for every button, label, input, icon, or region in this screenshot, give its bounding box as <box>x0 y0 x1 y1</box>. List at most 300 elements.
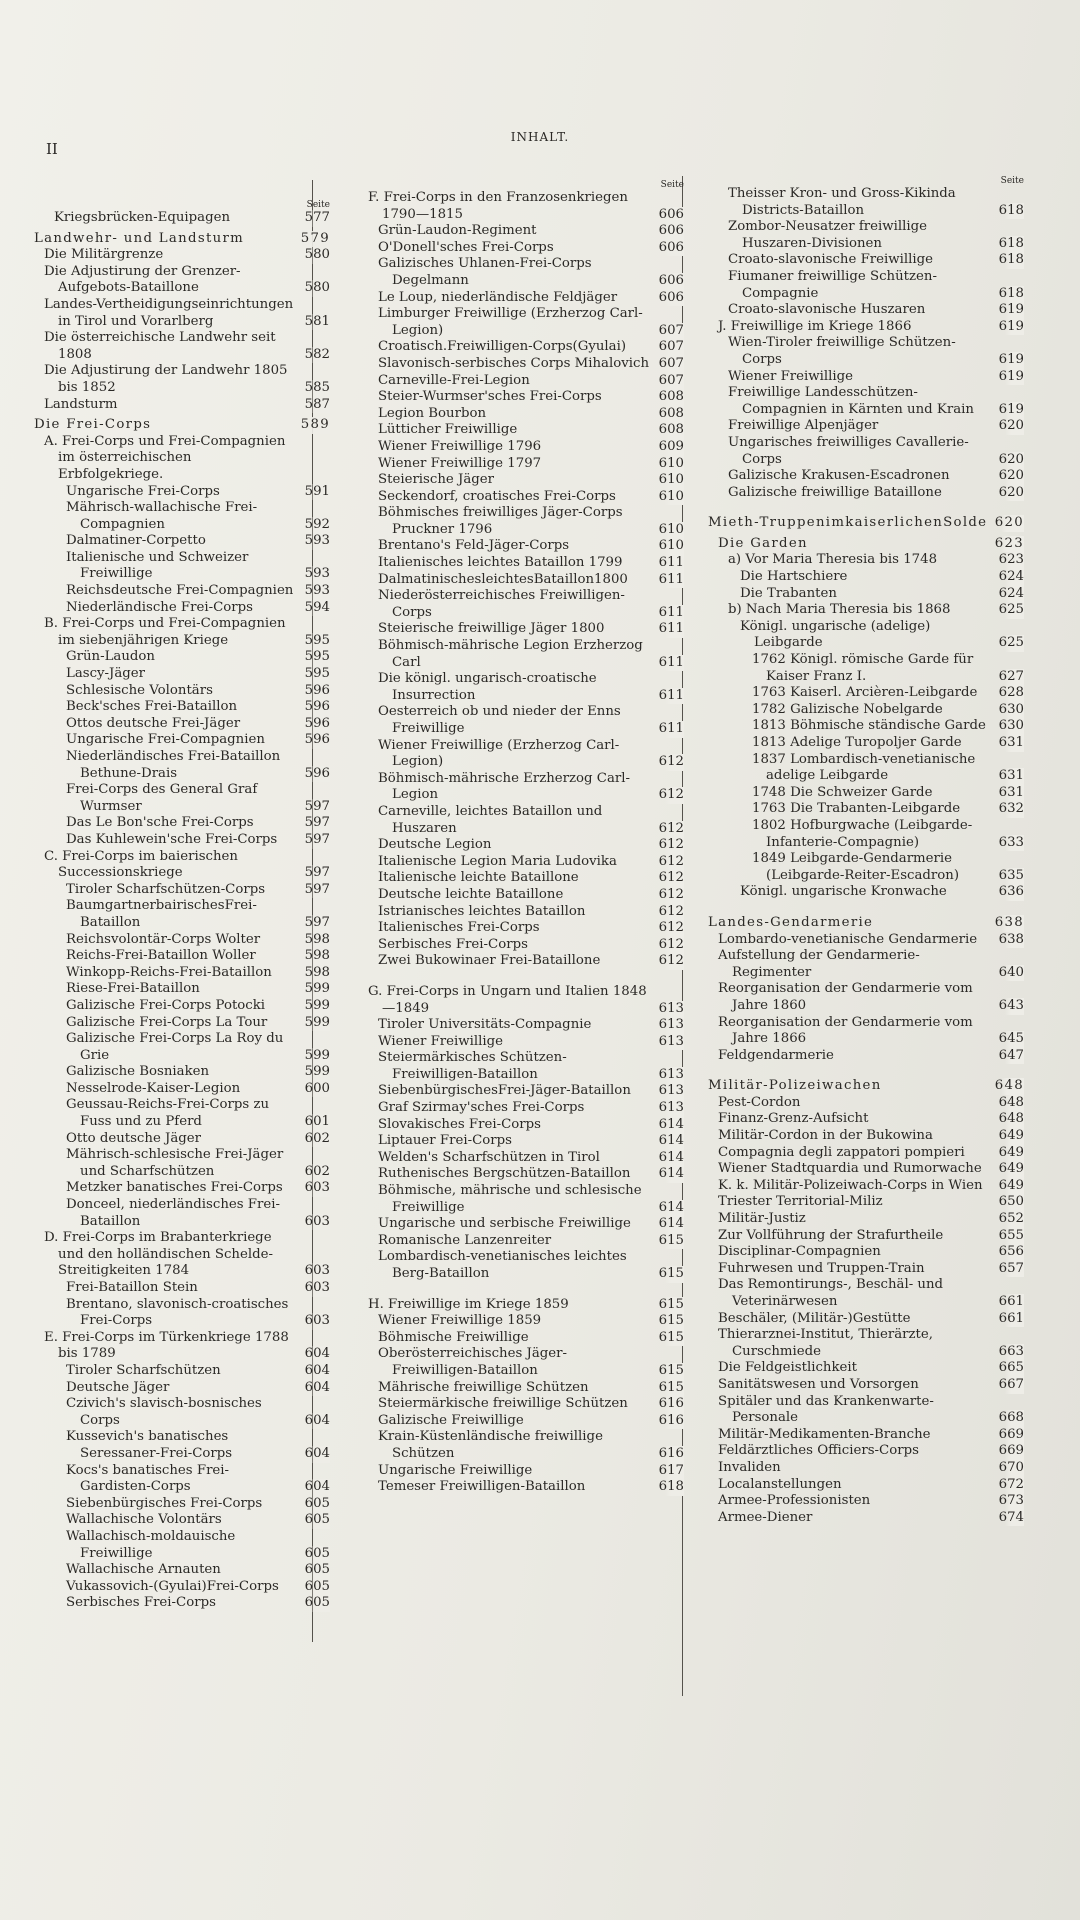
toc-entry-title: Le Loup, niederländische Feldjäger <box>378 289 618 305</box>
toc-entry-title: Serbisches Frei-Corps <box>378 936 528 952</box>
toc-entry-title: Kussevich's banatisches Seressaner-Frei-Corps <box>66 1429 233 1461</box>
toc-entry-page: 620 <box>994 515 1024 531</box>
toc-entry <box>362 904 684 921</box>
toc-entry-page: 625 <box>998 635 1024 651</box>
toc-entry-page: 614 <box>658 1149 684 1165</box>
toc-entry <box>28 1147 330 1180</box>
toc-entry <box>702 785 1024 802</box>
toc-entry <box>702 1048 1024 1065</box>
toc-entry-title: Landwehr- und Landsturm <box>34 230 245 246</box>
toc-entry-page: 615 <box>658 1232 684 1248</box>
toc-entry-page: 595 <box>304 666 330 682</box>
toc-entry-page: 603 <box>304 1213 330 1229</box>
toc-entry-title: Böhmische Freiwillige <box>378 1329 529 1345</box>
toc-entry <box>702 1394 1024 1427</box>
toc-entry <box>362 1330 684 1347</box>
toc-entry-page: 649 <box>998 1144 1024 1160</box>
toc-entry-title: E. Frei-Corps im Türkenkriege 1788 bis 1789 <box>44 1329 289 1362</box>
toc-entry-page: 643 <box>998 997 1024 1013</box>
toc-entry <box>702 468 1024 485</box>
toc-entry-title: 1782 Galizische Nobelgarde <box>752 701 943 717</box>
toc-entry-page: 608 <box>658 405 684 421</box>
toc-entry <box>28 1562 330 1579</box>
toc-entry-title: Die Adjustirung der Landwehr 1805 bis 1852 <box>44 363 288 395</box>
toc-entry-page: 611 <box>658 571 684 587</box>
toc-entry-title: Ungarisches freiwilliges Cavallerie-Corps <box>728 434 969 467</box>
toc-entry-page: 612 <box>658 886 684 902</box>
toc-entry-page: 612 <box>658 870 684 886</box>
toc-entry-page: 669 <box>998 1426 1024 1442</box>
toc-entry-title: Thierarznei-Institut, Thierärzte, Curschmiede <box>718 1327 933 1359</box>
toc-entry-title: Wiener Freiwillige 1796 <box>378 438 542 454</box>
toc-entry-page: 593 <box>304 533 330 549</box>
toc-entry-page: 649 <box>998 1177 1024 1193</box>
toc-entry-title: Wiener Freiwillige 1797 <box>378 455 542 471</box>
toc-entry <box>362 1396 684 1413</box>
toc-entry-title: Graf Szirmay'sches Frei-Corps <box>378 1100 585 1116</box>
toc-entry-title: Feldgendarmerie <box>718 1047 834 1063</box>
toc-entry <box>28 1529 330 1562</box>
toc-entry <box>702 602 1024 619</box>
toc-entry-title: Kocs's banatisches Frei-Gardisten-Corps <box>66 1462 230 1495</box>
toc-entry <box>702 752 1024 785</box>
toc-entry-page: 615 <box>658 1313 684 1329</box>
toc-entry-title: Steiermärkische freiwillige Schützen <box>378 1396 628 1412</box>
toc-entry <box>702 1460 1024 1477</box>
toc-entry <box>702 884 1024 901</box>
toc-entry-title: Invaliden <box>718 1459 781 1475</box>
toc-entry-page: 604 <box>304 1412 330 1428</box>
toc-entry-page: 661 <box>998 1294 1024 1309</box>
toc-entry-title: Triester Territorial-Miliz <box>718 1194 883 1210</box>
toc-entry-page: 603 <box>304 1263 330 1279</box>
toc-entry-page: 624 <box>998 585 1024 601</box>
toc-entry-page: 597 <box>304 798 330 814</box>
toc-entry <box>362 240 684 257</box>
toc-entry <box>702 735 1024 752</box>
toc-entry <box>28 649 330 666</box>
toc-entry <box>702 252 1024 269</box>
toc-entry <box>702 818 1024 851</box>
toc-entry-page: 592 <box>304 516 330 532</box>
toc-entry-title: Fiumaner freiwillige Schützen-Compagnie <box>728 268 937 301</box>
toc-entry-page: 648 <box>994 1078 1024 1094</box>
toc-entry-title: Die Frei-Corps <box>34 417 152 433</box>
toc-entry <box>362 538 684 555</box>
toc-entry-page: 612 <box>658 936 684 952</box>
toc-entry-page: 596 <box>304 732 330 748</box>
toc-entry-title: Liptauer Frei-Corps <box>378 1133 512 1149</box>
toc-entry <box>702 1015 1024 1048</box>
toc-entry-title: Pest-Cordon <box>718 1094 801 1110</box>
toc-entry-title: BaumgartnerbairischesFrei-Bataillon <box>66 898 257 930</box>
toc-entry-page: 605 <box>304 1578 330 1594</box>
toc-entry-title: Reorganisation der Gendarmerie vom Jahre 1866 <box>718 1014 973 1047</box>
toc-entry-page: 610 <box>658 455 684 471</box>
toc-entry-page: 618 <box>998 285 1024 301</box>
toc-entry-title: Wiener Freiwillige <box>728 368 854 384</box>
toc-entry-title: DalmatinischesleichtesBataillon1800 <box>378 571 628 587</box>
toc-entry <box>28 1180 330 1197</box>
toc-entry <box>702 619 1024 652</box>
toc-entry-title: Slovakisches Frei-Corps <box>378 1116 541 1132</box>
toc-entry-page: 585 <box>304 379 330 395</box>
toc-entry-title: Galizische Frei-Corps Potocki <box>66 997 266 1013</box>
toc-entry-title: b) Nach Maria Theresia bis 1868 <box>728 602 951 618</box>
seite-label: Seite <box>306 200 330 210</box>
toc-entry-page: 582 <box>304 346 330 362</box>
toc-entry-page: 624 <box>998 569 1024 585</box>
toc-entry-title: Galizische Frei-Corps La Roy du Grie <box>66 1031 284 1063</box>
toc-entry-title: Legion Bourbon <box>378 405 487 421</box>
toc-entry <box>28 363 330 396</box>
toc-entry <box>28 782 330 815</box>
toc-entry <box>362 356 684 373</box>
toc-entry-page: 616 <box>658 1396 684 1412</box>
toc-entry-title: Ungarische Frei-Corps <box>66 483 220 499</box>
toc-entry <box>702 1477 1024 1494</box>
toc-entry-title: F. Frei-Corps in den Franzosenkriegen 1790—1815 <box>368 190 628 222</box>
toc-entry-page: 610 <box>658 521 684 537</box>
toc-entry-page: 632 <box>998 801 1024 817</box>
toc-entry-page: 599 <box>304 1064 330 1080</box>
toc-entry-page: 619 <box>998 351 1024 367</box>
toc-entry-title: Mieth-TruppenimkaiserlichenSolde <box>708 515 988 531</box>
toc-entry-title: Theisser Kron- und Gross-Kikinda Districts-Bataillon <box>728 186 956 218</box>
toc-entry-page: 616 <box>658 1412 684 1428</box>
toc-entry-title: Krain-Küstenländische freiwillige Schützen <box>378 1429 603 1461</box>
toc-entry-page: 620 <box>998 484 1024 500</box>
toc-entry-title: Aufstellung der Gendarmerie-Regimenter <box>718 948 920 980</box>
toc-entry-title: Steierische Jäger <box>378 472 494 488</box>
toc-entry-title: Oesterreich ob und nieder der Enns Freiwillige <box>378 704 621 736</box>
toc-entry-title: Sanitätswesen und Vorsorgen <box>718 1376 919 1392</box>
toc-entry-page: 605 <box>304 1512 330 1528</box>
toc-entry <box>362 953 684 970</box>
toc-entry <box>702 1327 1024 1360</box>
toc-entry <box>28 815 330 832</box>
toc-entry-page: 613 <box>658 1033 684 1049</box>
toc-entry <box>702 1194 1024 1211</box>
toc-entry-page: 647 <box>998 1047 1024 1063</box>
toc-entry-page: 605 <box>304 1545 330 1561</box>
toc-entry-page: 611 <box>658 687 684 703</box>
toc-entry <box>28 932 330 949</box>
toc-entry <box>28 832 330 849</box>
toc-entry-page: 611 <box>658 555 684 571</box>
toc-entry-title: Fuhrwesen und Truppen-Train <box>718 1260 925 1276</box>
toc-entry-title: Carneville, leichtes Bataillon und Huszaren <box>378 803 603 836</box>
toc-entry-title: Croato-slavonische Freiwillige <box>728 252 934 268</box>
toc-entry-title: B. Frei-Corps und Frei-Compagnien im siebenjährigen Kriege <box>44 616 286 648</box>
toc-entry-title: Croatisch.Freiwilligen-Corps(Gyulai) <box>378 339 627 355</box>
toc-entry-page: 620 <box>998 418 1024 434</box>
toc-entry-title: Romanische Lanzenreiter <box>378 1232 552 1248</box>
toc-entry <box>362 1429 684 1462</box>
toc-entry-page: 612 <box>658 903 684 919</box>
toc-entry-title: Donceel, niederländisches Frei-Bataillon <box>66 1197 281 1229</box>
toc-entry <box>28 297 330 330</box>
toc-entry <box>702 569 1024 586</box>
toc-entry-title: Italienische und Schweizer Freiwillige <box>66 549 249 582</box>
toc-entry-title: 1813 Böhmische ständische Garde <box>752 718 986 734</box>
toc-entry <box>362 771 684 804</box>
toc-column-1 <box>28 200 330 1612</box>
toc-entry-title: a) Vor Maria Theresia bis 1748 <box>728 552 938 568</box>
toc-entry <box>362 572 684 589</box>
toc-entry-page: 612 <box>658 953 684 969</box>
toc-entry-title: Die Adjustirung der Grenzer-Aufgebots-Bataillone <box>44 263 241 296</box>
toc-entry-title: Oberösterreichisches Jäger-Freiwilligen-Bataillon <box>378 1346 568 1378</box>
toc-entry <box>702 1178 1024 1195</box>
toc-entry <box>362 1233 684 1250</box>
toc-entry <box>28 683 330 700</box>
toc-entry <box>362 389 684 406</box>
toc-entry-title: Tiroler Universitäts-Compagnie <box>378 1017 592 1033</box>
toc-entry-page: 603 <box>304 1280 330 1295</box>
toc-entry <box>362 1249 684 1282</box>
toc-entry-page: 597 <box>304 914 330 930</box>
toc-entry <box>28 1197 330 1230</box>
toc-entry-page: 665 <box>998 1360 1024 1376</box>
toc-entry-page: 625 <box>998 602 1024 618</box>
toc-entry-title: Serbisches Frei-Corps <box>66 1595 216 1611</box>
toc-entry <box>702 186 1024 219</box>
toc-entry-page: 648 <box>998 1111 1024 1127</box>
toc-entry <box>362 1133 684 1150</box>
toc-entry-page: 607 <box>658 339 684 355</box>
toc-entry-title: Italienisches leichtes Bataillon 1799 <box>378 555 623 571</box>
toc-entry-title: Zwei Bukowinaer Frei-Bataillone <box>378 953 601 969</box>
toc-entry-title: Steiermärkisches Schützen-Freiwilligen-Bataillon <box>378 1050 567 1082</box>
toc-entry-page: 605 <box>304 1595 330 1611</box>
toc-entry-page: 606 <box>658 206 684 222</box>
toc-entry-title: K. k. Militär-Polizeiwach-Corps in Wien <box>718 1177 983 1193</box>
toc-entry-title: Beck'sches Frei-Bataillon <box>66 699 238 715</box>
toc-entry-page: 631 <box>998 784 1024 800</box>
toc-entry-page: 650 <box>998 1194 1024 1210</box>
toc-entry <box>702 932 1024 949</box>
toc-entry-page: 612 <box>658 754 684 770</box>
toc-entry <box>702 981 1024 1014</box>
toc-entry <box>362 306 684 339</box>
toc-entry-page: 618 <box>998 202 1024 218</box>
toc-entry-title: Galizische Freiwillige <box>378 1412 524 1428</box>
toc-entry <box>362 621 684 638</box>
toc-entry <box>28 583 330 600</box>
toc-entry-title: 1748 Die Schweizer Garde <box>752 784 933 800</box>
toc-entry-page: 602 <box>304 1130 330 1146</box>
toc-entry-title: Die österreichische Landwehr seit 1808 <box>44 330 276 362</box>
toc-entry-page: 604 <box>304 1346 330 1362</box>
running-header: INHALT. <box>510 130 570 144</box>
toc-entry-title: Mährische freiwillige Schützen <box>378 1379 589 1395</box>
toc-entry-page: 607 <box>658 322 684 338</box>
toc-entry-page: 663 <box>998 1343 1024 1359</box>
toc-entry <box>28 330 330 363</box>
toc-entry <box>362 1479 684 1496</box>
toc-entry-title: Die Feldgeistlichkeit <box>718 1360 857 1376</box>
toc-column-3 <box>702 176 1024 1526</box>
toc-entry-page: 667 <box>998 1376 1024 1392</box>
toc-entry <box>362 638 684 671</box>
toc-entry-page: 620 <box>998 468 1024 484</box>
toc-entry-page: 618 <box>998 235 1024 251</box>
toc-entry-page: 628 <box>998 685 1024 701</box>
toc-entry-page: 580 <box>304 247 330 263</box>
toc-entry <box>28 749 330 782</box>
toc-entry-title: Galizische freiwillige Bataillone <box>728 484 942 500</box>
toc-entry-page: 615 <box>658 1329 684 1345</box>
toc-entry-title: Die Trabanten <box>740 585 837 601</box>
toc-entry <box>362 937 684 954</box>
toc-entry <box>362 472 684 489</box>
toc-entry-page: 630 <box>998 718 1024 734</box>
toc-entry-page: 638 <box>994 914 1024 930</box>
toc-entry-title: Metzker banatisches Frei-Corps <box>66 1180 283 1196</box>
toc-entry-title: Kriegsbrücken-Equipagen <box>54 210 231 225</box>
toc-entry <box>702 385 1024 418</box>
toc-section-heading <box>702 915 1024 932</box>
toc-entry-page: 596 <box>304 699 330 715</box>
toc-entry-page: 614 <box>658 1133 684 1149</box>
toc-entry-page: 612 <box>658 853 684 869</box>
toc-entry <box>362 1413 684 1430</box>
toc-entry-page: 674 <box>998 1509 1024 1525</box>
toc-entry <box>28 898 330 931</box>
toc-entry-title: Böhmisch-mährische Erzherzog Carl-Legion <box>378 770 630 803</box>
toc-entry <box>702 319 1024 336</box>
toc-entry-page: 627 <box>998 668 1024 684</box>
toc-entry-title: Böhmisches freiwilliges Jäger-Corps Pruckner 1796 <box>378 505 623 537</box>
toc-entry-page: 611 <box>658 621 684 637</box>
toc-entry-title: Nesselrode-Kaiser-Legion <box>66 1080 241 1096</box>
toc-entry-title: Die Militärgrenze <box>44 247 164 263</box>
toc-entry <box>28 699 330 716</box>
toc-entry <box>702 1228 1024 1245</box>
toc-entry-title: Militär-Polizeiwachen <box>708 1078 882 1094</box>
toc-entry <box>362 256 684 289</box>
toc-entry-title: C. Frei-Corps im baierischen Successionskriege <box>44 848 238 881</box>
toc-entry-title: Feldärztliches Officiers-Corps <box>718 1443 919 1459</box>
toc-entry-page: 612 <box>658 787 684 803</box>
toc-entry <box>28 716 330 733</box>
toc-entry-title: Czivich's slavisch-bosnisches Corps <box>66 1396 262 1428</box>
toc-entry <box>702 801 1024 818</box>
toc-entry-title: Landes-Gendarmerie <box>708 914 874 930</box>
toc-entry-page: 596 <box>304 682 330 698</box>
toc-entry-page: 619 <box>998 401 1024 417</box>
toc-entry-page: 606 <box>658 223 684 239</box>
toc-entry-page: 614 <box>658 1166 684 1182</box>
toc-entry-page: 613 <box>658 1017 684 1033</box>
toc-entry-page: 596 <box>304 765 330 781</box>
toc-entry-title: 1802 Hofburgwache (Leibgarde-Infanterie-Compagnie) <box>752 817 973 850</box>
toc-entry-title: Galizische Bosniaken <box>66 1064 210 1080</box>
toc-entry-page: 606 <box>658 272 684 288</box>
toc-entry-title: O'Donell'sches Frei-Corps <box>378 239 554 255</box>
toc-entry-title: Galizische Krakusen-Escadronen <box>728 468 950 484</box>
toc-entry-title: Localanstellungen <box>718 1476 842 1492</box>
toc-entry-page: 635 <box>998 867 1024 883</box>
toc-entry-title: 1837 Lombardisch-venetianische adelige Leibgarde <box>752 751 976 784</box>
toc-entry-title: Disciplinar-Compagnien <box>718 1244 881 1260</box>
toc-entry <box>28 1031 330 1064</box>
toc-entry-title: Landes-Vertheidigungseinrichtungen in Tirol und Vorarlberg <box>44 296 294 329</box>
toc-entry <box>702 1510 1024 1527</box>
toc-entry <box>362 1183 684 1216</box>
toc-entry <box>362 984 684 1017</box>
toc-entry <box>702 851 1024 884</box>
toc-entry-title: Steier-Wurmser'sches Frei-Corps <box>378 389 602 405</box>
toc-entry-page: 613 <box>658 1066 684 1082</box>
toc-entry-page: 619 <box>998 368 1024 384</box>
toc-entry <box>28 264 330 297</box>
toc-entry-page: 649 <box>998 1128 1024 1144</box>
toc-entry <box>28 600 330 617</box>
toc-entry <box>702 1493 1024 1510</box>
toc-entry <box>28 1064 330 1081</box>
toc-entry <box>702 948 1024 981</box>
toc-entry <box>28 550 330 583</box>
toc-entry <box>702 552 1024 569</box>
toc-entry-title: Wiener Stadtquardia und Rumorwache <box>718 1161 982 1177</box>
toc-entry-title: G. Frei-Corps in Ungarn und Italien 1848—1849 <box>368 983 647 1016</box>
toc-entry-title: Brentano's Feld-Jäger-Corps <box>378 538 570 554</box>
toc-entry-page: 593 <box>304 566 330 582</box>
toc-entry-page: 603 <box>304 1180 330 1196</box>
toc-entry <box>702 302 1024 319</box>
toc-entry-page: 589 <box>300 417 330 433</box>
toc-entry <box>28 1579 330 1596</box>
toc-entry <box>362 190 684 223</box>
toc-entry-title: Böhmisch-mährische Legion Erzherzog Carl <box>378 638 643 670</box>
toc-entry-page: 602 <box>304 1163 330 1179</box>
toc-entry <box>28 397 330 414</box>
toc-entry <box>28 1330 330 1363</box>
toc-entry-title: Wiener Freiwillige <box>378 1033 504 1049</box>
toc-entry <box>28 1297 330 1330</box>
toc-entry-title: Reichs-Frei-Bataillon Woller <box>66 948 256 964</box>
toc-entry-page: 580 <box>304 280 330 296</box>
toc-entry-page: 611 <box>658 654 684 670</box>
toc-entry-title: Wiener Freiwillige 1859 <box>378 1313 542 1329</box>
seite-label: Seite <box>1000 176 1024 186</box>
toc-entry <box>702 702 1024 719</box>
toc-entry <box>702 418 1024 435</box>
toc-entry-title: Landsturm <box>44 396 118 412</box>
toc-entry-title: Galizisches Uhlanen-Frei-Corps Degelmann <box>378 256 592 288</box>
toc-entry <box>362 1050 684 1083</box>
toc-entry <box>362 588 684 621</box>
toc-entry-page: 604 <box>304 1362 330 1378</box>
toc-entry-title: 1813 Adelige Turopoljer Garde <box>752 735 962 750</box>
toc-entry <box>702 1161 1024 1178</box>
toc-entry-title: Das Remontirungs-, Beschäl- und Veterinärwesen <box>718 1277 944 1309</box>
toc-entry-title: Ungarische Frei-Compagnien <box>66 732 265 748</box>
toc-entry <box>362 422 684 439</box>
toc-entry <box>702 1145 1024 1162</box>
toc-section-heading <box>28 231 330 248</box>
toc-entry <box>702 1277 1024 1310</box>
toc-entry-page: 656 <box>998 1244 1024 1260</box>
toc-entry-title: Mährisch-schlesische Frei-Jäger und Scharfschützen <box>66 1147 284 1179</box>
toc-section-heading <box>28 417 330 434</box>
toc-entry-title: Siebenbürgisches Frei-Corps <box>66 1495 263 1511</box>
toc-entry-page: 610 <box>658 472 684 488</box>
toc-entry <box>702 1211 1024 1228</box>
toc-entry-title: 1763 Die Trabanten-Leibgarde <box>752 801 961 817</box>
